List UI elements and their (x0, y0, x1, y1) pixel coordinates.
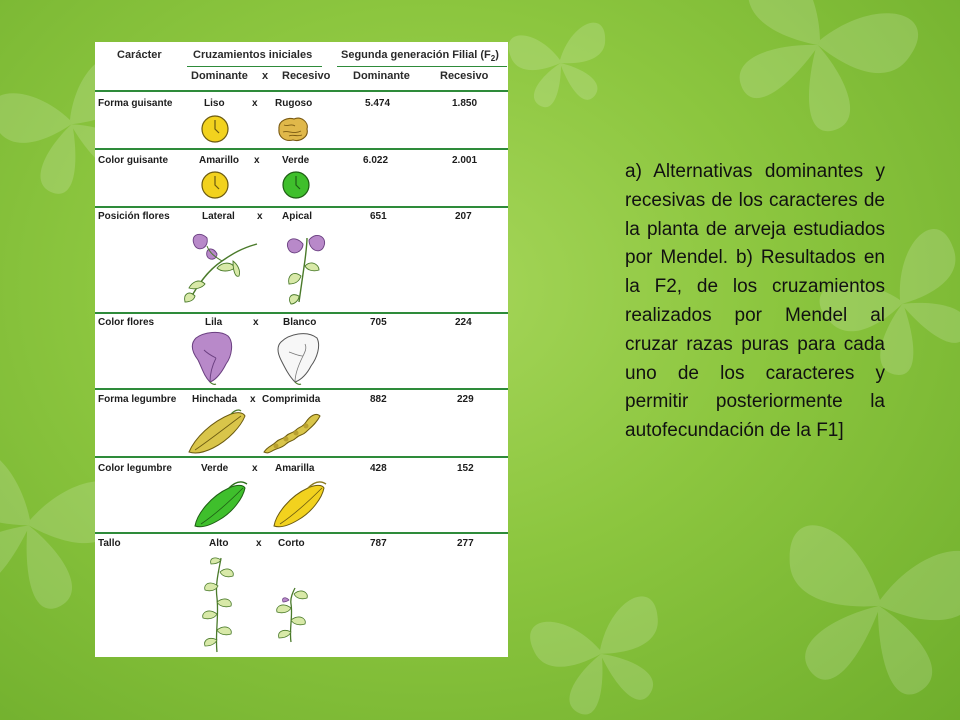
row-cross: x (254, 155, 260, 166)
lilac-flower-icon (190, 330, 236, 386)
row-cross: x (250, 394, 256, 405)
butterfly-icon (527, 593, 678, 720)
header-rule (187, 66, 322, 67)
white-flower-icon (275, 330, 323, 386)
row-label: Color legumbre (98, 463, 172, 474)
constricted-pod-icon (260, 408, 322, 456)
row-f2-dominant: 651 (370, 211, 387, 222)
figure-caption: a) Alternativas dominantes y recesivas de los caracteres de la planta de arveja estudiados por Mendel. b) Resultados en la F2, de los cruzamientos realizados por Mendel al cruzar razas puras para cada uno de los caracteres y permitir posteriormente la autofecundación de la F1] (625, 161, 885, 442)
row-cross: x (256, 538, 262, 549)
row-dominant: Hinchada (192, 394, 238, 405)
row-dominant: Lila (205, 317, 223, 328)
smooth-pea-icon (199, 114, 231, 144)
butterfly-icon (769, 522, 960, 704)
row-recessive: Corto (278, 538, 305, 549)
row-cross: x (257, 211, 263, 222)
row-cross: x (252, 463, 258, 474)
row-label: Posición flores (98, 211, 170, 222)
header-f2-recessive: Recesivo (440, 70, 489, 82)
short-stem-plant-icon (267, 586, 317, 644)
row-label: Tallo (98, 538, 121, 549)
row-f2-recessive: 224 (455, 317, 472, 328)
wrinkled-pea-icon (275, 115, 311, 143)
header-f2-suffix: ) (495, 49, 499, 61)
row-dominant: Liso (204, 98, 225, 109)
table-rule (95, 206, 508, 208)
row-f2-recessive: 207 (455, 211, 472, 222)
yellow-pod-icon (270, 478, 328, 530)
row-cross: x (252, 98, 258, 109)
header-recessive: Recesivo (282, 70, 331, 82)
row-label: Color guisante (98, 155, 169, 166)
row-label: Forma legumbre (98, 394, 177, 405)
green-pea-icon (280, 170, 312, 200)
row-f2-dominant: 428 (370, 463, 387, 474)
row-f2-recessive: 152 (457, 463, 474, 474)
header-dominant: Dominante (191, 70, 248, 82)
inflated-pod-icon (185, 408, 247, 456)
table-rule (95, 388, 508, 390)
row-dominant: Lateral (202, 211, 235, 222)
row-dominant: Amarillo (199, 155, 240, 166)
row-f2-recessive: 277 (457, 538, 474, 549)
yellow-pea-icon (199, 170, 231, 200)
row-f2-recessive: 229 (457, 394, 474, 405)
header-f2-dominant: Dominante (353, 70, 410, 82)
lateral-flower-plant-icon (177, 226, 267, 306)
header-f2-sub: 2 (490, 54, 496, 64)
header-initial-crosses: Cruzamientos iniciales (193, 49, 313, 61)
mendel-characters-table (95, 42, 508, 657)
row-label: Color flores (98, 317, 155, 328)
header-cross: x (262, 70, 269, 82)
row-f2-dominant: 6.022 (363, 155, 389, 166)
header-character: Carácter (117, 49, 162, 61)
row-dominant: Verde (201, 463, 229, 474)
row-f2-recessive: 2.001 (452, 155, 478, 166)
green-pod-icon (191, 480, 249, 530)
row-f2-dominant: 787 (370, 538, 387, 549)
butterfly-icon (705, 0, 925, 151)
table-rule (95, 312, 508, 314)
row-recessive: Apical (282, 211, 313, 222)
table-rule (95, 456, 508, 458)
row-recessive: Comprimida (262, 394, 321, 405)
table-rule (95, 148, 508, 150)
butterfly-icon (507, 21, 616, 112)
row-recessive: Blanco (283, 317, 317, 328)
apical-flower-plant-icon (277, 226, 337, 306)
row-f2-recessive: 1.850 (452, 98, 478, 109)
table-rule (95, 532, 508, 534)
row-label: Forma guisante (98, 98, 173, 109)
row-cross: x (253, 317, 259, 328)
header-f2 (341, 49, 499, 63)
row-dominant: Alto (209, 538, 229, 549)
row-f2-dominant: 705 (370, 317, 387, 328)
table-rule (95, 90, 508, 92)
row-recessive: Amarilla (275, 463, 315, 474)
row-f2-dominant: 882 (370, 394, 387, 405)
header-f2-prefix: Segunda generación Filial (F (341, 49, 491, 61)
tall-stem-plant-icon (193, 554, 243, 654)
row-f2-dominant: 5.474 (365, 98, 391, 109)
header-rule (337, 66, 507, 67)
row-recessive: Verde (282, 155, 310, 166)
row-recessive: Rugoso (275, 98, 313, 109)
